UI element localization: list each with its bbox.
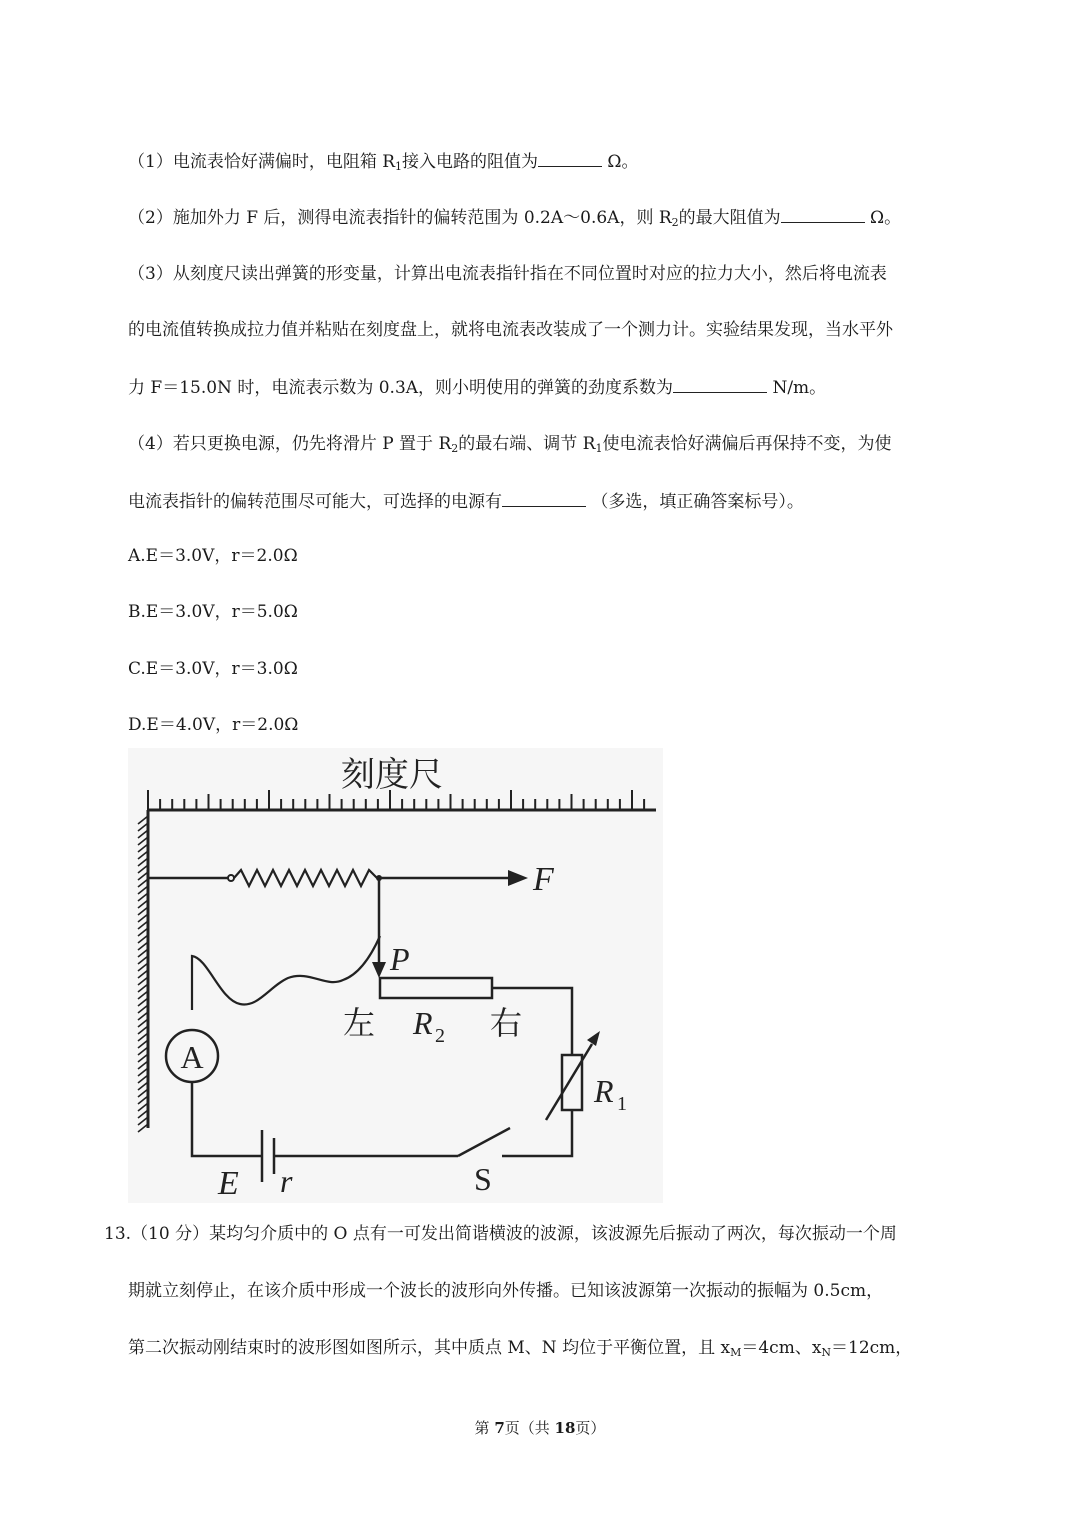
switch-label: S — [474, 1161, 492, 1197]
q12-part4-line2: 电流表指针的偏转范围尽可能大，可选择的电源有 （多选，填正确答案标号）。 — [128, 488, 804, 514]
emf-label: E — [218, 1165, 239, 1202]
q12-part1: （1）电流表恰好满偏时，电阻箱 $R_1$接入电路的阻值为 Ω。 — [128, 148, 639, 179]
circuit-diagram — [128, 748, 663, 1203]
page-footer: 第 7页（共 18页） — [474, 1419, 606, 1437]
r1-subscript: 1 — [617, 1093, 627, 1115]
left-label: 左 — [343, 1005, 376, 1041]
answer-blank — [781, 204, 865, 223]
q13-line1: 13.（10 分）某均匀介质中的 O 点有一可发出简谐横波的波源，该波源先后振动了两次，每次振动一个周 — [104, 1224, 897, 1244]
page-number: 7 — [494, 1419, 505, 1437]
r2-subscript: 2 — [435, 1025, 445, 1047]
force-label: F — [533, 861, 554, 898]
slider-label: P — [390, 941, 410, 977]
r2-label: R — [413, 1005, 433, 1041]
answer-blank — [502, 488, 586, 507]
option-a: A.E＝3.0V，r＝2.0Ω — [128, 546, 298, 566]
q12-part3-line1: （3）从刻度尺读出弹簧的形变量，计算出电流表指针指在不同位置时对应的拉力大小，然后将电流表 — [128, 264, 887, 284]
q12-part3-line2: 的电流值转换成拉力值并粘贴在刻度盘上，就将电流表改装成了一个测力计。实验结果发现，当水平外 — [128, 320, 893, 340]
q13-line2: 期就立刻停止，在该介质中形成一个波长的波形向外传播。已知该波源第一次振动的振幅为 0.5cm， — [128, 1281, 884, 1301]
total-pages: 18 — [554, 1419, 576, 1437]
ammeter-label: A — [180, 1039, 204, 1075]
internal-resistance-label: r — [280, 1163, 293, 1199]
option-c: C.E＝3.0V，r＝3.0Ω — [128, 659, 298, 679]
r1-label: R — [594, 1073, 614, 1109]
ruler-label: 刻度尺 — [341, 757, 443, 794]
q12-part2: （2）施加外力 F 后，测得电流表指针的偏转范围为 0.2A～0.6A，则 $R_2$的最大阻值为 Ω。 — [128, 204, 901, 235]
option-d: D.E＝4.0V，r＝2.0Ω — [128, 715, 299, 735]
answer-blank — [673, 374, 767, 393]
right-label: 右 — [490, 1005, 523, 1041]
option-b: B.E＝3.0V，r＝5.0Ω — [128, 602, 298, 622]
q12-part3-line3: 力 F＝15.0N 时，电流表示数为 0.3A，则小明使用的弹簧的劲度系数为 N/m。 — [128, 374, 826, 400]
q12-part4-line1: （4）若只更换电源，仍先将滑片 P 置于 $R_2$的最右端、调节 $R_1$使电流表恰好满偏后再保持不变，为使 — [128, 434, 892, 455]
answer-blank — [538, 148, 602, 167]
q13-line3: 第二次振动刚结束时的波形图如图所示，其中质点 M、N 均位于平衡位置，且 $x_M=4cm$、$x_N=12cm$， — [128, 1338, 913, 1359]
